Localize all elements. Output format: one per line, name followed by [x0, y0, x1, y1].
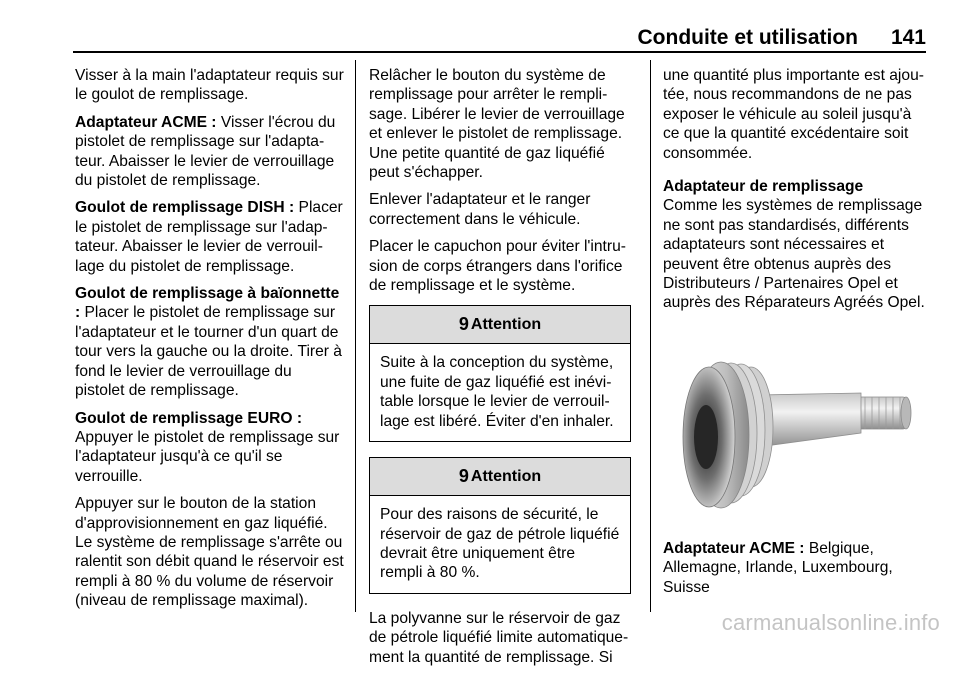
heading-filling-adapters: Adaptateur de remplissage: [663, 178, 864, 196]
euro-label: Goulot de remplissage EURO :: [75, 409, 303, 427]
warning-header: [370, 458, 630, 496]
warning-triangle-icon: 9: [458, 314, 469, 335]
paragraph-bayonet: [75, 284, 345, 400]
watermark: carmanualsonline.info: [721, 610, 940, 635]
acme-adapter-illustration: [663, 335, 925, 525]
column-2: [369, 66, 631, 675]
dish-label: Goulot de remplissage DISH :: [75, 199, 295, 217]
column-1: [75, 66, 345, 619]
paragraph-euro: [75, 409, 345, 487]
page-number: 141: [890, 26, 926, 49]
warning-header: [370, 306, 630, 344]
warning-box-fill-limit: [369, 457, 631, 594]
caption-text: Belgique, Allemagne, Irlande, Luxembourg, Suisse: [663, 539, 893, 596]
warning-text: Pour des raisons de sécurité, le réservoir de gaz de pétrole liquéfié devrait être uniquement être rempli à 80 %.: [380, 506, 620, 582]
caption-label: Adaptateur ACME :: [663, 539, 805, 557]
page-header: [73, 26, 926, 48]
paragraph-multivalve: La polyvanne sur le réservoir de gaz de pétrole liquéfié limite automatiquement la quantité de remplissage. Si: [369, 609, 629, 666]
bayonet-text: Placer le pistolet de remplissage sur l'adaptateur et le tourner d'un quart de tour vers la gauche ou la droite. Tirer à fond le levier de verrouillage du pistolet de remplissage.: [75, 304, 342, 400]
column-divider-left: [355, 60, 356, 612]
warning-box-leak: [369, 305, 631, 442]
paragraph-adapters: Comme les systèmes de remplissage ne sont pas standardisés, différents adaptateurs sont nécessaires et peuvent être obtenus auprès des Distributeurs / Partenaires Opel et auprès des Réparateurs Agréés Opel.: [663, 197, 925, 312]
warning-title: Attention: [470, 467, 542, 485]
warning-text: Suite à la conception du système, une fuite de gaz liquéfié est inévitable lorsque le levier de verrouillage est libéré. Éviter d'en inhaler.: [380, 354, 614, 430]
acme-text: Visser l'écrou du pistolet de remplissage sur l'adaptateur. Abaisser le levier de verrouillage du pistolet de remplissage.: [75, 113, 336, 190]
acme-label: Adaptateur ACME :: [75, 113, 217, 131]
column-3: [663, 66, 928, 605]
paragraph-acme: [75, 113, 345, 191]
paragraph-dish: [75, 198, 345, 276]
warning-triangle-icon: 9: [458, 465, 469, 486]
acme-adapter-image: [663, 335, 925, 525]
bayonet-label: Goulot de remplissage à baïonnette :: [75, 285, 340, 322]
section-title: Conduite et utilisation: [637, 26, 858, 49]
caption-acme: [663, 539, 928, 597]
euro-text: Appuyer le pistolet de remplissage sur l'adaptateur jusqu'à ce qu'il se verrouille.: [75, 428, 340, 485]
paragraph-place-cap: Placer le capuchon pour éviter l'intrusion de corps étrangers dans l'orifice de remplissage et le système.: [369, 238, 626, 295]
paragraph-station-button: Appuyer sur le bouton de la station d'approvisionnement en gaz liquéfié. Le système de remplissage s'arrête ou ralentit son débit quand le réservoir est rempli à 80 % du volume de réservoir (niveau de remplissage maximal).: [75, 495, 344, 610]
paragraph-release-button: Relâcher le bouton du système de remplissage pour arrêter le remplisage. Libérer le levier de verrouillage et enlever le pistolet de remplissage. Une petite quantité de gaz liquéfié peut s'échapper.: [369, 67, 625, 182]
dish-text: Placer le pistolet de remplissage sur l'adaptateur. Abaisser le levier de verrouillage du pistolet de remplissage.: [75, 199, 343, 275]
paragraph-remove-adapter: Enlever l'adaptateur et le ranger correctement dans le véhicule.: [369, 191, 591, 228]
warning-title: Attention: [470, 316, 542, 334]
paragraph-screw-adapter: Visser à la main l'adaptateur requis sur le goulot de remplissage.: [75, 67, 344, 104]
column-divider-right: [650, 60, 651, 612]
header-rule: [73, 51, 926, 53]
paragraph-sun-exposure: une quantité plus importante est ajoutée, nous recommandons de ne pas exposer le véhicule au soleil jusqu'à ce que la quantité excédentaire soit consommée.: [663, 67, 924, 162]
